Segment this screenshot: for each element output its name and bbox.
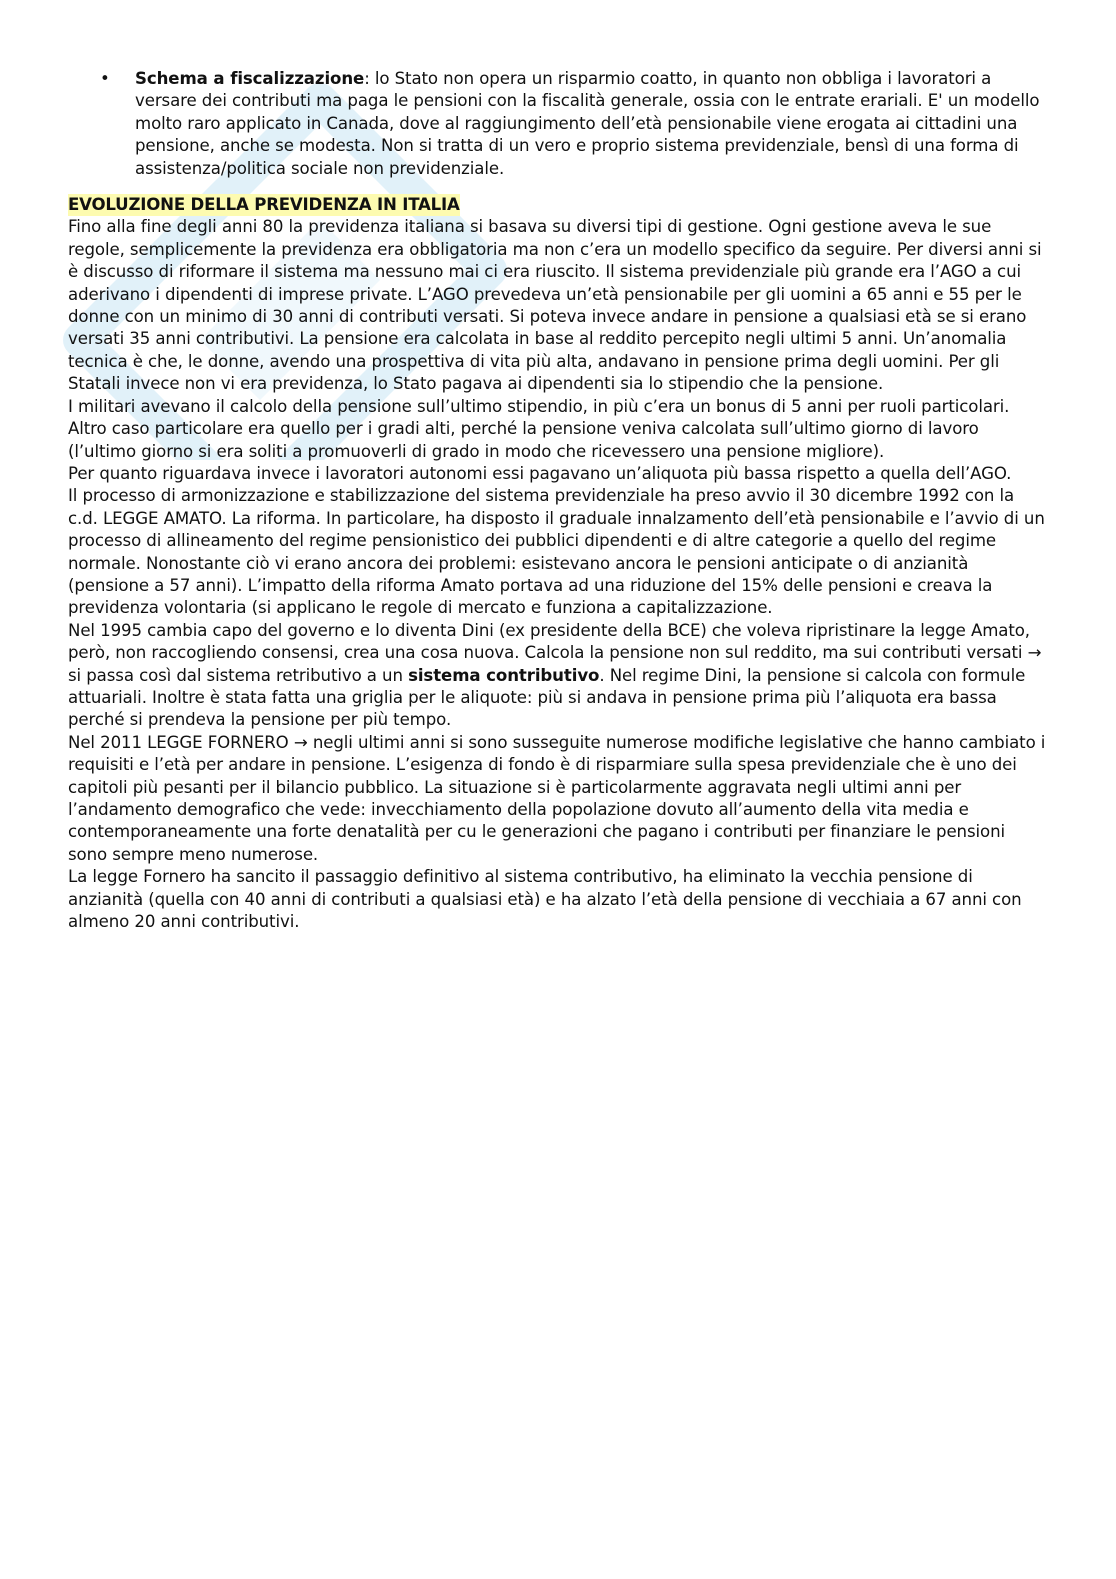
paragraph	[68, 620, 1048, 732]
bold-term: sistema contributivo	[408, 665, 600, 685]
bullet-term: Schema a fiscalizzazione	[135, 69, 365, 88]
section-heading: EVOLUZIONE DELLA PREVIDENZA IN ITALIA	[68, 194, 460, 216]
paragraph: La legge Fornero ha sancito il passaggio definitivo al sistema contributivo, ha eliminato la vecchia pensione di anzianità (quella con 40 anni di contributi a qualsiasi età) e ha alzato l’età della pensione di vecchiaia a 67 anni con almeno 20 anni contributivi.	[68, 867, 1022, 932]
bullet-text: : lo Stato non opera un risparmio coatto, in quanto non obbliga i lavoratori a versare dei contributi ma paga le pensioni con la fiscalità generale, ossia con le entrate erariali. E' un modello molto raro applicato in Canada, dove al raggiungimento dell’età pensionabile viene erogata ai cittadini una pensione, anche se modesta. Non si tratta di un vero e proprio sistema previdenziale, bensì di una forma di assistenza/politica sociale non previdenziale.	[135, 69, 1040, 178]
paragraph-text: si passa così dal sistema retributivo a un	[68, 665, 409, 685]
paragraph-text: Nel 2011 LEGGE FORNERO	[68, 732, 294, 752]
paragraph: Per quanto riguardava invece i lavoratori autonomi essi pagavano un’aliquota più bassa rispetto a quella dell’AGO.	[68, 463, 1012, 483]
paragraph-text: negli ultimi anni si sono susseguite numerose modifiche legislative che hanno cambiato i requisiti e l’età per andare in pensione. L’esigenza di fondo è di risparmiare sulla spesa previdenziale che è uno dei capitoli più pesanti per il bilancio pubblico. La situazione si è particolarmente aggravata negli ultimi anni per l’andamento demografico che vede: invecchiamento della popolazione dovuto all’aumento della vita media e contemporaneamente una forte denatalità per cu le generazioni che pagano i contributi per finanziare le pensioni sono sempre meno numerose.	[68, 732, 1046, 864]
paragraph-text: . Nel regime Dini, la pensione si calcola con formule attuariali. Inoltre è stata fatta una griglia per le aliquote: più si andava in pensione prima più l’aliquota era bassa perché si prendeva la pensione per più tempo.	[68, 665, 1026, 730]
paragraph	[68, 732, 1048, 866]
arrow-right-icon: →	[1027, 643, 1042, 663]
arrow-right-icon: →	[293, 732, 308, 752]
bullet-item	[68, 68, 1048, 180]
paragraph: Il processo di armonizzazione e stabilizzazione del sistema previdenziale ha preso avvio il 30 dicembre 1992 con la c.d. LEGGE AMATO. La riforma. In particolare, ha disposto il graduale innalzamento dell’età pensionabile e l’avvio di un processo di allineamento del regime pensionistico dei pubblici dipendenti e di altre categorie a quello del regime normale. Nonostante ciò vi erano ancora dei problemi: esistevano ancora le pensioni anticipate o di anzianità (pensione a 57 anni). L’impatto della riforma Amato portava ad una riduzione del 15% delle pensioni e creava la previdenza volontaria (si applicano le regole di mercato e funziona a capitalizzazione.	[68, 486, 1045, 618]
paragraph: Fino alla fine degli anni 80 la previdenza italiana si basava su diversi tipi di gestione. Ogni gestione aveva le sue regole, semplicemente la previdenza era obbligatoria ma non c’era un modello specifico da seguire. Per diversi anni si è discusso di riformare il sistema ma nessuno mai ci era riuscito. Il sistema previdenziale più grande era l’AGO a cui aderivano i dipendenti di imprese private. L’AGO prevedeva un’età pensionabile per gli uomini a 65 anni e 55 per le donne con un minimo di 30 anni di contributi versati. Si poteva invece andare in pensione a qualsiasi età se si erano versati 35 anni contributivi. La pensione era calcolata in base al reddito percepito negli ultimi 5 anni. Un’anomalia tecnica è che, le donne, avendo una prospettiva di vita più alta, andavano in pensione prima degli uomini. Per gli Statali invece non vi era previdenza, lo Stato pagava ai dipendenti sia lo stipendio che la pensione.	[68, 217, 1042, 394]
paragraph-text: Nel 1995 cambia capo del governo e lo diventa Dini (ex presidente della BCE) che voleva ripristinare la legge Amato, però, non raccogliendo consensi, crea una cosa nuova. Calcola la pensione non sul reddito, ma sui contributi versati	[68, 620, 1030, 663]
document-content	[68, 68, 1048, 933]
bullet-dot-icon: •	[100, 69, 110, 88]
section-heading-wrapper	[68, 194, 1048, 216]
paragraph: I militari avevano il calcolo della pensione sull’ultimo stipendio, in più c’era un bonus di 5 anni per ruoli particolari. Altro caso particolare era quello per i gradi alti, perché la pensione veniva calcolata sull’ultimo giorno di lavoro (l’ultimo giorno si era soliti a promuoverli di grado in modo che ricevessero una pensione migliore).	[68, 396, 1010, 461]
